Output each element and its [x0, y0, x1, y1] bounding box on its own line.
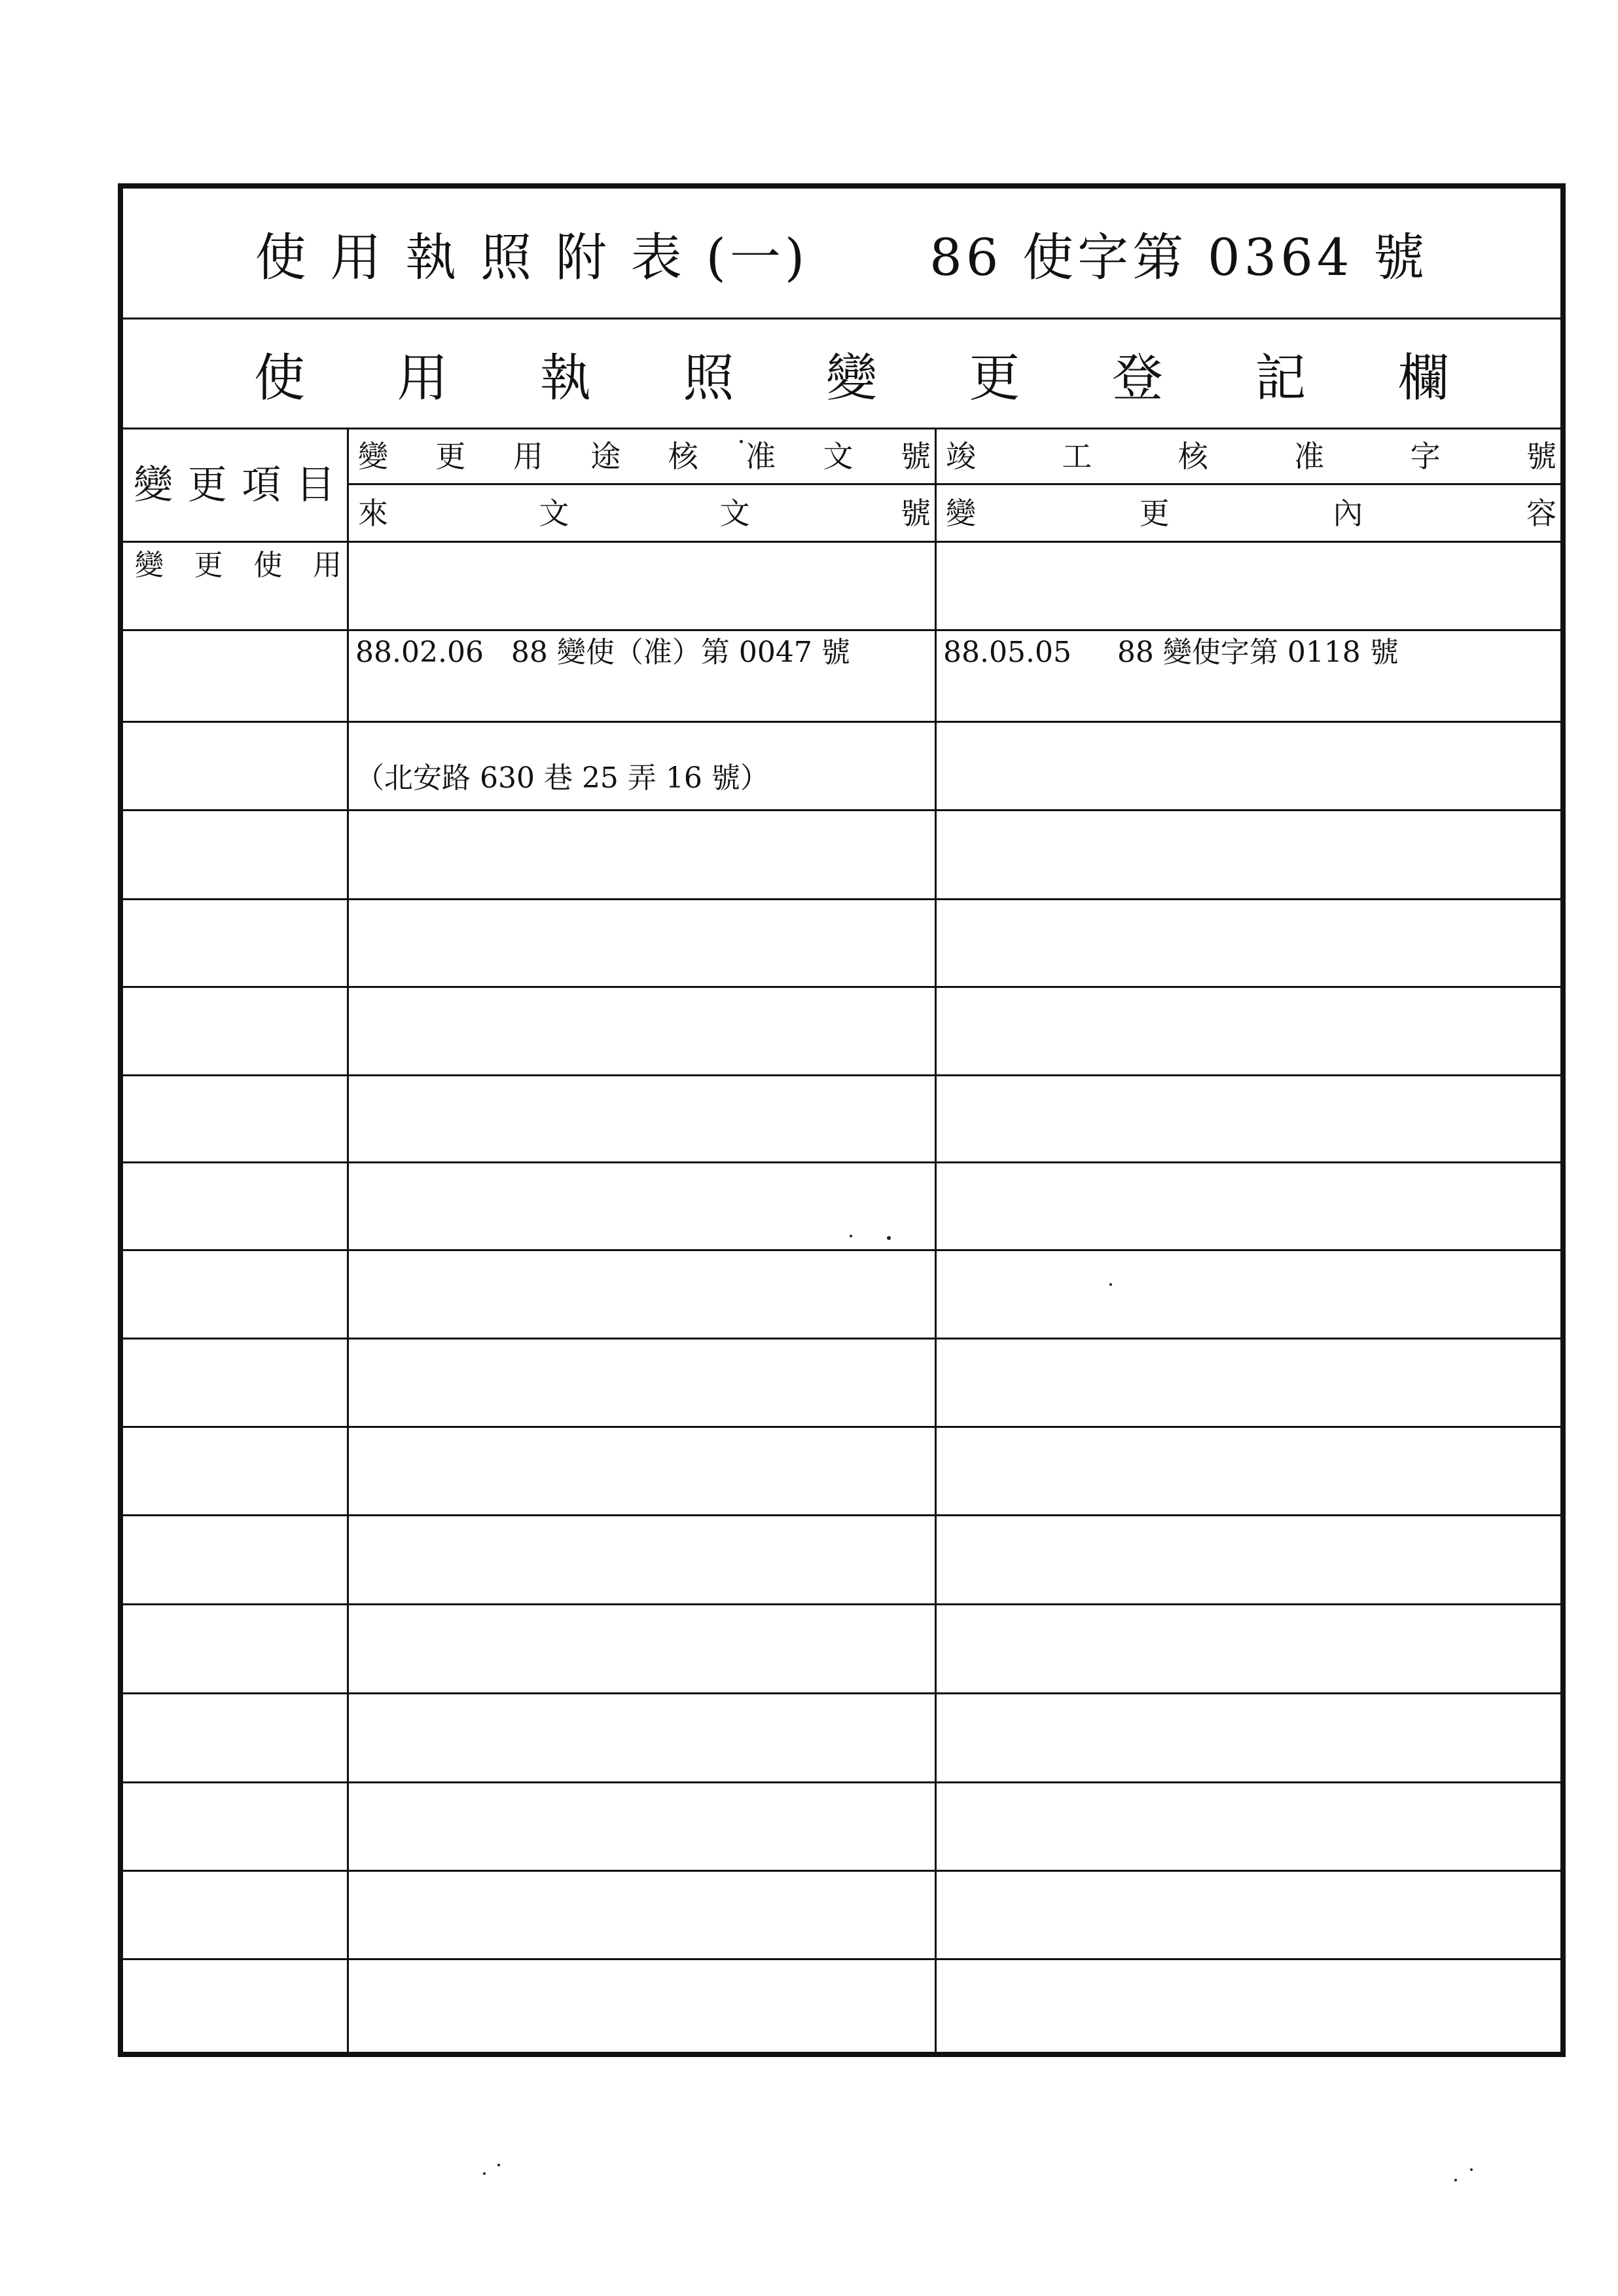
row-rule	[123, 1161, 1560, 1163]
scan-speck	[1470, 2168, 1473, 2171]
row-rule	[123, 629, 1560, 631]
row-rule	[123, 1074, 1560, 1076]
change-table	[123, 429, 1560, 2052]
scan-speck	[740, 440, 743, 443]
header-completion-number: 竣 工 核 准 字 號	[946, 439, 1556, 474]
scan-speck	[1109, 1283, 1112, 1286]
row-rule	[123, 1958, 1560, 1960]
row-rule	[123, 1249, 1560, 1251]
header-approval-number: 變 更 用 途 核 准 文 號	[358, 439, 931, 474]
header-incoming-document: 來 文 文 號	[358, 495, 931, 531]
subtitle-char: 記	[1255, 348, 1306, 408]
header-change-item: 變 更 項 目	[134, 462, 335, 508]
row-rule	[123, 809, 1560, 811]
scan-speck	[887, 1236, 891, 1240]
form-subtitle	[123, 319, 1560, 429]
approval-address-line: （北安路 630 巷 25 弄 16 號）	[355, 761, 769, 795]
subtitle-char: 執	[539, 348, 591, 408]
row-rule	[123, 986, 1560, 988]
scan-speck	[1454, 2179, 1457, 2181]
subtitle-char: 變	[825, 348, 877, 408]
subtitle-char: 使	[254, 348, 306, 408]
subtitle-char: 欄	[1397, 348, 1449, 408]
row-rule	[123, 1781, 1560, 1783]
row-rule	[123, 1514, 1560, 1516]
row-rule	[123, 1692, 1560, 1694]
row-rule	[123, 1603, 1560, 1605]
column-divider	[347, 429, 349, 2052]
scan-speck	[497, 2164, 500, 2166]
row-rule	[123, 721, 1560, 723]
row-rule	[123, 1870, 1560, 1872]
approval-entry-line: 88.02.06 88 變使（准）第 0047 號	[355, 636, 850, 669]
scan-speck	[483, 2172, 486, 2175]
subtitle-char: 照	[683, 348, 734, 408]
form-title-main: 使 用 執 照 附 表 (一)	[255, 228, 809, 287]
subtitle-char: 更	[969, 348, 1020, 408]
form-title	[123, 189, 1560, 319]
row-rule	[123, 1426, 1560, 1428]
subtitle-char: 登	[1111, 348, 1163, 408]
row-rule	[123, 898, 1560, 900]
completion-entry-line: 88.05.05 88 變使字第 0118 號	[943, 636, 1399, 669]
permit-number: 86 使字第 0364 號	[929, 228, 1429, 287]
column-divider	[935, 429, 937, 2052]
row-approval-entry	[349, 543, 935, 795]
row-change-item: 變 更 使 用	[135, 549, 342, 582]
header-change-content: 變 更 內 容	[946, 495, 1556, 531]
row-rule	[123, 1338, 1560, 1339]
row-completion-entry	[937, 543, 1560, 669]
registration-form	[118, 183, 1566, 2057]
subtitle-char: 用	[397, 348, 448, 408]
scan-speck	[850, 1235, 852, 1237]
